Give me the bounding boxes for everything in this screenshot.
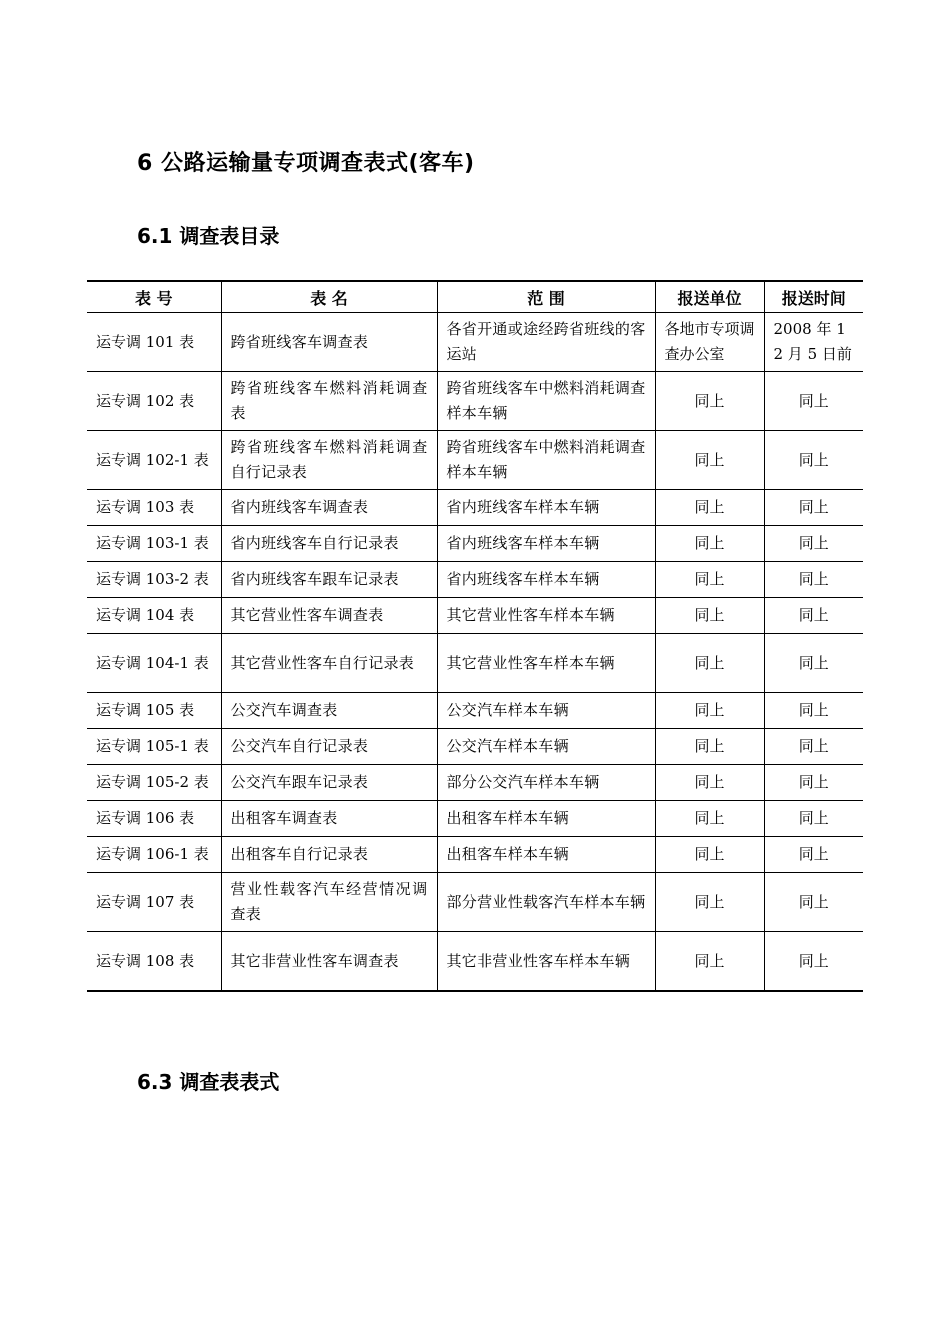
cell-unit: 同上	[655, 729, 764, 765]
chapter-heading: 6 公路运输量专项调查表式(客车)	[137, 151, 475, 176]
cell-time: 同上	[764, 526, 863, 562]
cell-scope: 其它非营业性客车样本车辆	[437, 932, 655, 992]
cell-name: 省内班线客车自行记录表	[221, 526, 437, 562]
table-row	[87, 634, 863, 693]
cell-unit: 同上	[655, 765, 764, 801]
cell-name: 省内班线客车调查表	[221, 490, 437, 526]
cell-time: 同上	[764, 837, 863, 873]
table-row	[87, 765, 863, 801]
cell-time: 同上	[764, 372, 863, 431]
table-row	[87, 873, 863, 932]
cell-scope: 部分营业性载客汽车样本车辆	[437, 873, 655, 932]
section-heading-forms: 6.3 调查表表式	[137, 1070, 280, 1094]
cell-scope: 省内班线客车样本车辆	[437, 490, 655, 526]
cell-scope: 公交汽车样本车辆	[437, 693, 655, 729]
header-scope: 范 围	[437, 281, 655, 313]
cell-name: 跨省班线客车燃料消耗调查自行记录表	[221, 431, 437, 490]
table-row	[87, 598, 863, 634]
cell-time: 同上	[764, 729, 863, 765]
cell-name: 跨省班线客车调查表	[221, 313, 437, 372]
cell-unit: 同上	[655, 562, 764, 598]
cell-name: 公交汽车跟车记录表	[221, 765, 437, 801]
cell-code: 运专调 103 表	[87, 490, 221, 526]
table-row	[87, 729, 863, 765]
cell-unit: 各地市专项调查办公室	[655, 313, 764, 372]
cell-scope: 跨省班线客车中燃料消耗调查样本车辆	[437, 431, 655, 490]
cell-time: 同上	[764, 490, 863, 526]
header-time: 报送时间	[764, 281, 863, 313]
cell-unit: 同上	[655, 801, 764, 837]
cell-scope: 其它营业性客车样本车辆	[437, 634, 655, 693]
cell-time: 同上	[764, 634, 863, 693]
table-row	[87, 431, 863, 490]
table-row	[87, 490, 863, 526]
table-row	[87, 313, 863, 372]
cell-name: 公交汽车调查表	[221, 693, 437, 729]
header-name: 表 名	[221, 281, 437, 313]
cell-unit: 同上	[655, 598, 764, 634]
cell-scope: 省内班线客车样本车辆	[437, 562, 655, 598]
cell-name: 出租客车自行记录表	[221, 837, 437, 873]
cell-code: 运专调 108 表	[87, 932, 221, 992]
table-header-row	[87, 281, 863, 313]
cell-time: 同上	[764, 598, 863, 634]
cell-code: 运专调 105 表	[87, 693, 221, 729]
cell-scope: 部分公交汽车样本车辆	[437, 765, 655, 801]
cell-scope: 各省开通或途经跨省班线的客运站	[437, 313, 655, 372]
cell-code: 运专调 105-1 表	[87, 729, 221, 765]
table-row	[87, 801, 863, 837]
cell-code: 运专调 107 表	[87, 873, 221, 932]
catalog-table	[87, 280, 863, 992]
cell-scope: 跨省班线客车中燃料消耗调查样本车辆	[437, 372, 655, 431]
cell-code: 运专调 106-1 表	[87, 837, 221, 873]
cell-unit: 同上	[655, 634, 764, 693]
cell-time: 同上	[764, 562, 863, 598]
cell-name: 其它营业性客车调查表	[221, 598, 437, 634]
cell-code: 运专调 101 表	[87, 313, 221, 372]
cell-name: 营业性载客汽车经营情况调查表	[221, 873, 437, 932]
table-row	[87, 693, 863, 729]
cell-time: 同上	[764, 431, 863, 490]
header-unit: 报送单位	[655, 281, 764, 313]
cell-code: 运专调 103-2 表	[87, 562, 221, 598]
cell-time: 同上	[764, 932, 863, 992]
table-row	[87, 932, 863, 992]
cell-unit: 同上	[655, 932, 764, 992]
cell-time: 同上	[764, 873, 863, 932]
cell-time: 2008 年 12 月 5 日前	[764, 313, 863, 372]
cell-code: 运专调 105-2 表	[87, 765, 221, 801]
cell-code: 运专调 104-1 表	[87, 634, 221, 693]
cell-unit: 同上	[655, 372, 764, 431]
table-row	[87, 562, 863, 598]
cell-unit: 同上	[655, 431, 764, 490]
cell-name: 其它营业性客车自行记录表	[221, 634, 437, 693]
cell-name: 出租客车调查表	[221, 801, 437, 837]
cell-code: 运专调 106 表	[87, 801, 221, 837]
cell-code: 运专调 103-1 表	[87, 526, 221, 562]
cell-name: 其它非营业性客车调查表	[221, 932, 437, 992]
cell-code: 运专调 102 表	[87, 372, 221, 431]
cell-name: 省内班线客车跟车记录表	[221, 562, 437, 598]
cell-code: 运专调 102-1 表	[87, 431, 221, 490]
cell-unit: 同上	[655, 490, 764, 526]
header-code: 表 号	[87, 281, 221, 313]
cell-unit: 同上	[655, 873, 764, 932]
table-row	[87, 372, 863, 431]
table-row	[87, 837, 863, 873]
cell-time: 同上	[764, 693, 863, 729]
cell-unit: 同上	[655, 526, 764, 562]
cell-name: 公交汽车自行记录表	[221, 729, 437, 765]
cell-unit: 同上	[655, 693, 764, 729]
cell-scope: 其它营业性客车样本车辆	[437, 598, 655, 634]
table-row	[87, 526, 863, 562]
cell-scope: 公交汽车样本车辆	[437, 729, 655, 765]
cell-name: 跨省班线客车燃料消耗调查表	[221, 372, 437, 431]
cell-time: 同上	[764, 801, 863, 837]
cell-unit: 同上	[655, 837, 764, 873]
cell-code: 运专调 104 表	[87, 598, 221, 634]
cell-scope: 省内班线客车样本车辆	[437, 526, 655, 562]
cell-scope: 出租客车样本车辆	[437, 801, 655, 837]
cell-time: 同上	[764, 765, 863, 801]
cell-scope: 出租客车样本车辆	[437, 837, 655, 873]
section-heading-catalog: 6.1 调查表目录	[137, 224, 280, 248]
